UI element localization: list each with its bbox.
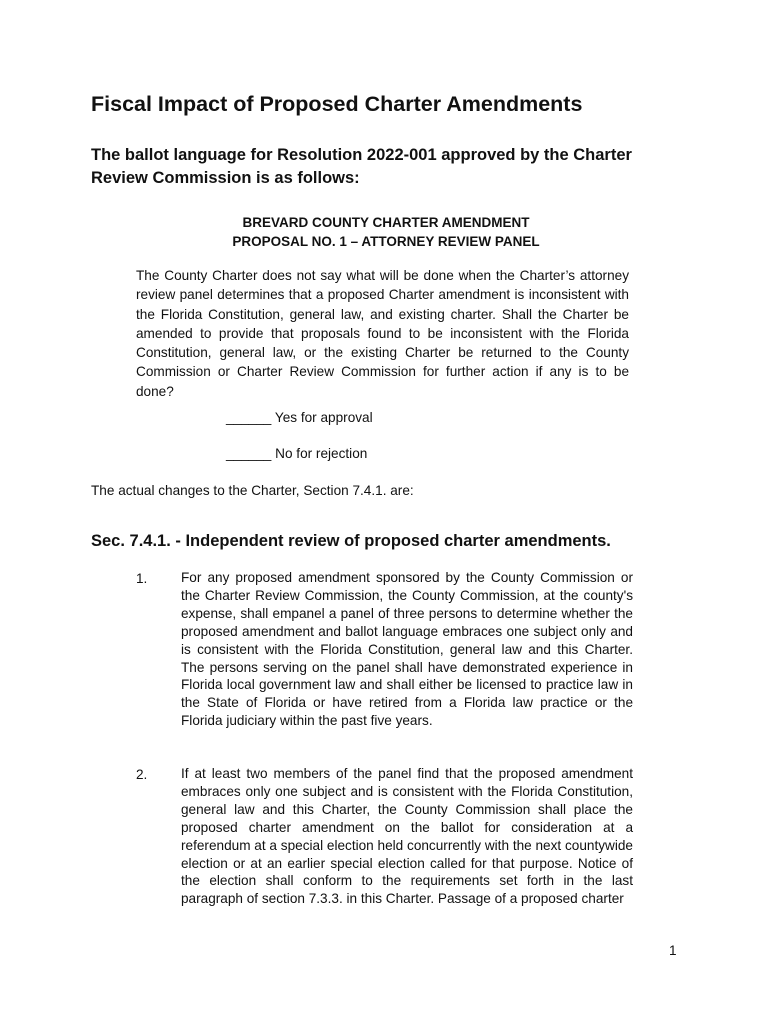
item-number: 1. xyxy=(136,571,148,586)
choice-no: ______ No for rejection xyxy=(226,446,368,461)
page-number: 1 xyxy=(669,943,677,958)
list-item-text: For any proposed amendment sponsored by the County Commission or the Charter Review Commission, the County Commission, at the county's expense, shall empanel a panel of three persons to determine whether the proposed amendment and ballot language embraces one subject only and is consistent with the Florida Constitution, general law and this Charter. The persons serving on the panel shall have demonstrated experience in Florida local government law and shall either be licensed to practice law in the State of Florida or have retired from a Florida law practice or the Florida judiciary within the past five years. xyxy=(181,570,633,729)
choice-yes: ______ Yes for approval xyxy=(226,410,373,425)
section-heading: Sec. 7.4.1. - Independent review of proposed charter amendments. xyxy=(91,532,611,550)
page-title: Fiscal Impact of Proposed Charter Amendments xyxy=(91,92,583,116)
ballot-header xyxy=(91,213,681,251)
ballot-language-subheading: The ballot language for Resolution 2022-001 approved by the Charter Review Commission is as follows: xyxy=(91,146,632,187)
changes-intro: The actual changes to the Charter, Section 7.4.1. are: xyxy=(91,483,414,498)
item-number: 2. xyxy=(136,767,148,782)
ballot-header-line-1: BREVARD COUNTY CHARTER AMENDMENT xyxy=(242,215,530,230)
ballot-question-text: The County Charter does not say what will be done when the Charter’s attorney review panel determines that a proposed Charter amendment is inconsistent with the Florida Constitution, general law, and existing charter. Shall the Charter be amended to provide that proposals found to be inconsistent with the Florida Constitution, general law, or the existing Charter be returned to the County Commission or Charter Review Commission for further action if any is to be done? xyxy=(136,268,629,399)
list-item-text: If at least two members of the panel find that the proposed amendment embraces only one subject and is consistent with the Florida Constitution, general law and this Charter, the County Commission shall place the proposed charter amendment on the ballot for consideration at a referendum at a special election held concurrently with the next countywide election or at an earlier special election called for that purpose. Notice of the election shall conform to the requirements set forth in the last paragraph of section 7.3.3. in this Charter. Passage of a proposed charter xyxy=(181,766,633,907)
ballot-header-line-2: PROPOSAL NO. 1 – ATTORNEY REVIEW PANEL xyxy=(232,234,540,249)
